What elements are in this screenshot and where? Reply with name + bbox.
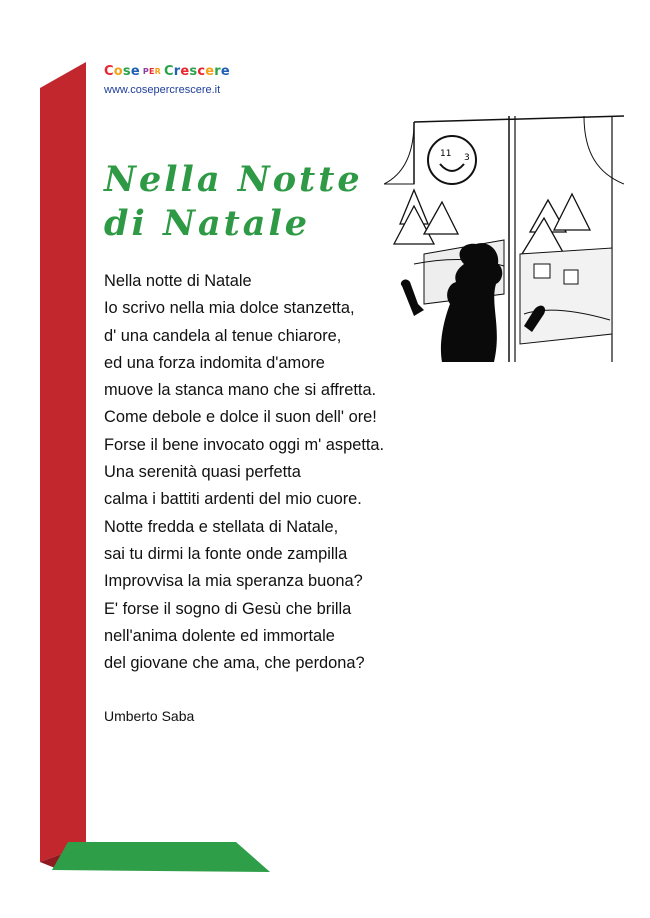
poem-line: sai tu dirmi la fonte onde zampilla — [104, 544, 348, 563]
brand-wordmark — [104, 64, 230, 79]
poem-title-line-1: Nella Notte — [104, 159, 363, 200]
poem-line: muove la stanca mano che si affretta. — [104, 381, 377, 400]
brand-word: Crescere — [164, 64, 230, 79]
poem-line: Io scrivo nella mia dolce stanzetta, — [104, 299, 355, 318]
poem-line: Una serenità quasi perfetta — [104, 463, 301, 482]
poem-title — [104, 158, 363, 246]
brand-url[interactable]: www.cosepercrescere.it — [104, 84, 221, 96]
svg-text:11: 11 — [440, 149, 452, 159]
poem-line: calma i battiti ardenti del mio cuore. — [104, 490, 362, 509]
poem-line: Nella notte di Natale — [104, 272, 252, 290]
brand-word: PER — [142, 67, 161, 76]
poem-title-line-2: di Natale — [104, 203, 311, 244]
poem-line: ed una forza indomita d'amore — [104, 353, 325, 372]
brand-logo[interactable] — [104, 64, 230, 96]
poem-line: Notte fredda e stellata di Natale, — [104, 517, 339, 536]
window-scene-illustration — [384, 114, 624, 362]
ribbon-red-band — [40, 62, 86, 862]
poem-line: E' forse il sogno di Gesù che brilla — [104, 599, 352, 618]
svg-text:3: 3 — [464, 153, 470, 163]
poem-line: nell'anima dolente ed immortale — [104, 626, 335, 645]
ribbon-green-band — [52, 842, 270, 872]
poem-line: Come debole e dolce il suon dell' ore! — [104, 408, 377, 427]
poem-line: Forse il bene invocato oggi m' aspetta. — [104, 435, 385, 454]
poem-text — [104, 268, 384, 677]
poem-line: Improvvisa la mia speranza buona? — [104, 572, 363, 591]
poem-author: Umberto Saba — [104, 708, 195, 724]
poem-line: del giovane che ama, che perdona? — [104, 654, 365, 673]
poem-line: d' una candela al tenue chiarore, — [104, 326, 342, 345]
brand-word: Cose — [104, 64, 140, 79]
